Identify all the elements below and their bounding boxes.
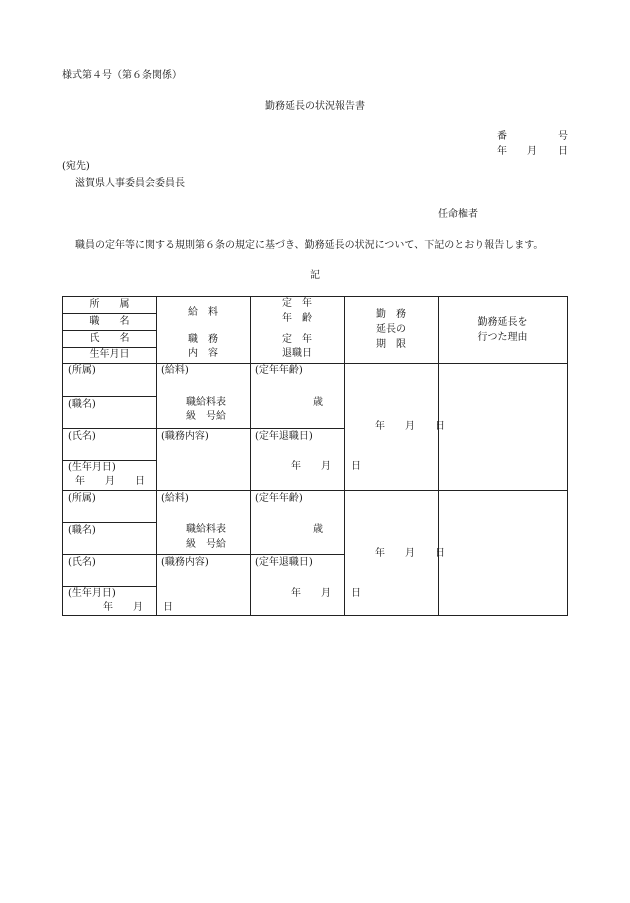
report-table <box>62 296 568 616</box>
row2-salary-grade: 級 号給 <box>186 539 226 550</box>
grid-line <box>63 428 344 429</box>
row2-retire-date-label: (定年退職日) <box>255 557 313 568</box>
appointing-authority: 任命権者 <box>438 209 478 220</box>
header-birthdate: 生年月日 <box>89 349 130 360</box>
date-month: 月 <box>527 146 537 157</box>
row1-name-label: (氏名) <box>68 431 96 442</box>
ki-marker: 記 <box>310 270 320 281</box>
row1-retire-date-label: (定年退職日) <box>255 431 313 442</box>
row2-affiliation-label: (所属) <box>68 493 96 504</box>
row1-birthdate-ymd: 年 月 日 <box>75 476 145 487</box>
row1-age-unit: 歳 <box>313 397 323 408</box>
header-name: 氏 名 <box>89 333 130 344</box>
header-ext-2: 延長の <box>376 324 406 335</box>
header-retire-age-2: 年 齢 <box>282 313 312 324</box>
row1-position-label: (職名) <box>68 399 96 410</box>
date-day: 日 <box>558 146 568 157</box>
form-number: 様式第４号（第６条関係） <box>62 70 182 81</box>
row1-salary-grade: 級 号給 <box>186 411 226 422</box>
grid-line <box>63 363 567 364</box>
row1-salary-table: 職給料表 <box>186 397 226 408</box>
header-duty-1: 職 務 <box>188 334 218 345</box>
row1-retire-date-ymd: 年 月 日 <box>291 461 361 472</box>
number-label: 番 <box>497 131 507 142</box>
header-reason-2: 行つた理由 <box>477 332 528 343</box>
row1-deadline-ymd: 年 月 日 <box>375 421 445 432</box>
row2-age-unit: 歳 <box>313 524 323 535</box>
row1-affiliation-label: (所属) <box>68 365 96 376</box>
row2-birthdate-ymd: 年 月 日 <box>103 602 173 613</box>
row1-retire-age-label: (定年年齢) <box>255 365 303 376</box>
header-reason-1: 勤務延長を <box>477 317 528 328</box>
header-retire-date-1: 定 年 <box>282 334 312 345</box>
row2-birthdate-label: (生年月日) <box>68 588 116 599</box>
grid-line <box>63 330 156 331</box>
row1-duty-label: (職務内容) <box>161 431 209 442</box>
row1-birthdate-label: (生年月日) <box>68 462 116 473</box>
row2-name-label: (氏名) <box>68 557 96 568</box>
grid-line <box>63 313 156 314</box>
row2-duty-label: (職務内容) <box>161 557 209 568</box>
addressee: 滋賀県人事委員会委員長 <box>75 178 185 189</box>
row2-position-label: (職名) <box>68 525 96 536</box>
row2-retire-age-label: (定年年齢) <box>255 493 303 504</box>
grid-line <box>63 586 156 587</box>
row2-retire-date-ymd: 年 月 日 <box>291 588 361 599</box>
header-duty-2: 内 容 <box>188 348 218 359</box>
grid-line <box>438 297 439 615</box>
grid-line <box>63 460 156 461</box>
grid-line <box>63 522 156 523</box>
header-retire-date-2: 退職日 <box>282 348 312 359</box>
header-position: 職 名 <box>89 316 130 327</box>
addressee-tag: (宛先) <box>62 161 90 172</box>
date-year: 年 <box>497 146 507 157</box>
grid-line <box>63 490 567 491</box>
row2-salary-table: 職給料表 <box>186 524 226 535</box>
number-suffix: 号 <box>558 131 568 142</box>
header-affiliation: 所 属 <box>89 299 130 310</box>
document-title: 勤務延長の状況報告書 <box>265 101 365 112</box>
row1-salary-label: (給料) <box>161 365 189 376</box>
grid-line <box>63 347 156 348</box>
header-retire-age-1: 定 年 <box>282 298 312 309</box>
header-ext-3: 期 限 <box>376 339 406 350</box>
body-text: 職員の定年等に関する規則第６条の規定に基づき、勤務延長の状況について、下記のとおり報告します。 <box>75 240 544 251</box>
header-ext-1: 勤 務 <box>376 309 406 320</box>
row2-deadline-ymd: 年 月 日 <box>375 548 445 559</box>
grid-line <box>63 554 344 555</box>
grid-line <box>63 396 156 397</box>
row2-salary-label: (給料) <box>161 493 189 504</box>
header-salary: 給 料 <box>188 307 218 318</box>
